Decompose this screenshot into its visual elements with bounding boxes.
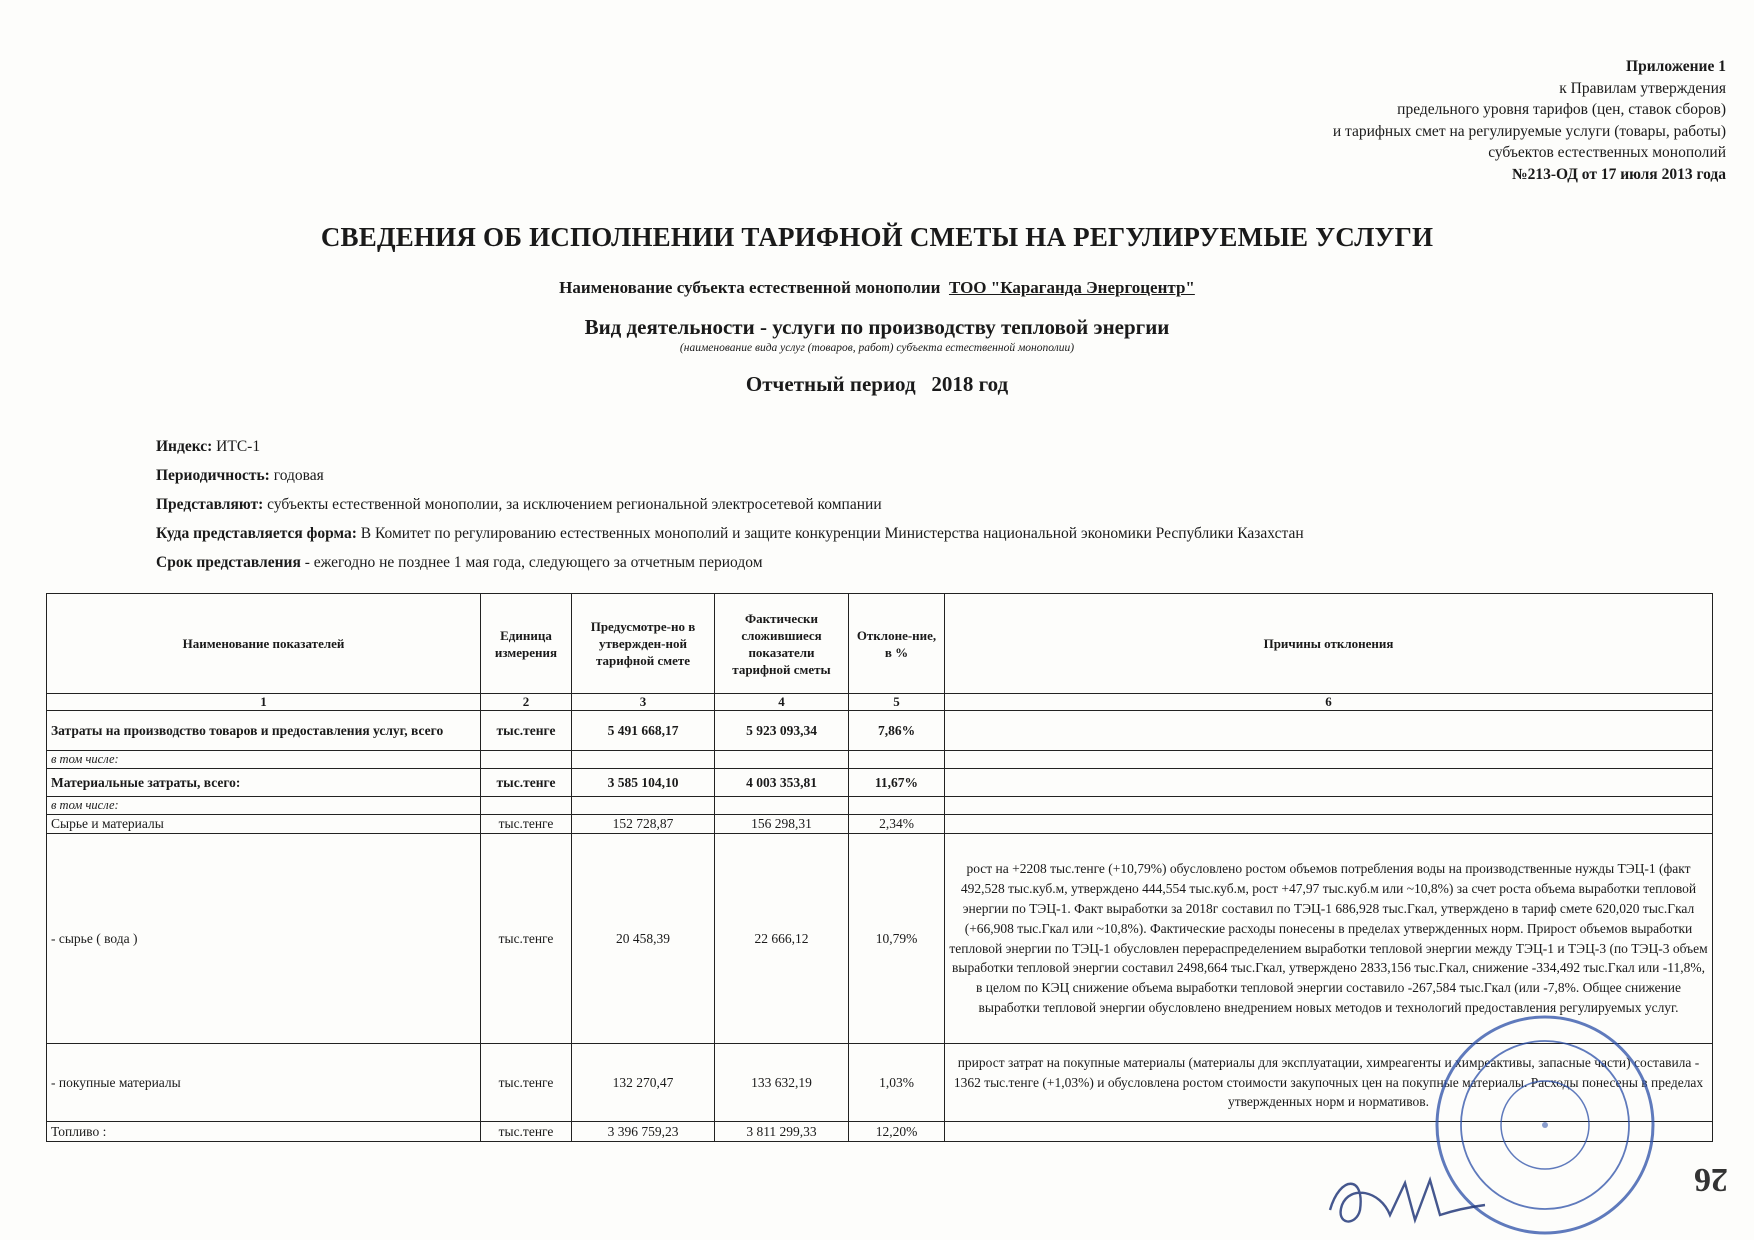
row-unit: тыс.тенге — [481, 769, 572, 797]
subject-label: Наименование субъекта естественной монополии — [559, 278, 941, 297]
header-reasons: Причины отклонения — [945, 594, 1713, 694]
subject-value: ТОО "Караганда Энергоцентр" — [948, 278, 1195, 297]
row-unit: тыс.тенге — [481, 815, 572, 834]
table-row — [47, 815, 1713, 834]
row-name: - покупные материалы — [47, 1044, 481, 1122]
meta-destination-value: В Комитет по регулированию естественных монополий и защите конкуренции Министерства национальной экономики Республики Казахстан — [356, 525, 1304, 542]
table-row — [47, 751, 1713, 769]
meta-submitters-key: Представляют: — [156, 496, 264, 513]
header-deviation: Отклоне-ние, в % — [849, 594, 945, 694]
col-number: 3 — [572, 694, 715, 711]
appendix-line-1: Приложение 1 — [1626, 58, 1726, 75]
row-name: - сырье ( вода ) — [47, 834, 481, 1044]
row-planned: 152 728,87 — [572, 815, 715, 834]
appendix-line-6: №213-ОД от 17 июля 2013 года — [1512, 165, 1726, 183]
meta-deadline-value: - ежегодно не позднее 1 мая года, следующего за отчетным периодом — [300, 554, 763, 571]
row-reason — [945, 711, 1713, 751]
meta-submitters-value: субъекты естественной монополии, за исключением региональной электросетевой компании — [263, 496, 882, 513]
col-number: 4 — [715, 694, 849, 711]
row-name: Материальные затраты, всего: — [47, 769, 481, 797]
col-number: 1 — [47, 694, 481, 711]
row-unit: тыс.тенге — [481, 1044, 572, 1122]
meta-index-key: Индекс: — [156, 438, 213, 455]
period-line — [0, 372, 1754, 397]
header-planned: Предусмотре-но в утвержден-ной тарифной смете — [572, 594, 715, 694]
row-reason — [945, 815, 1713, 834]
activity-label: Вид деятельности - — [584, 315, 773, 339]
row-name: Сырье и материалы — [47, 815, 481, 834]
col-number: 2 — [481, 694, 572, 711]
header-name: Наименование показателей — [47, 594, 481, 694]
row-deviation: 2,34% — [849, 815, 945, 834]
meta-index-value: ИТС-1 — [212, 438, 261, 455]
row-name: Топливо : — [47, 1122, 481, 1142]
row-reason: рост на +2208 тыс.тенге (+10,79%) обусловлено ростом объемов потребления воды на производственные нужды ТЭЦ-1 (факт 492,528 тыс.куб.м, утверждено 444,554 тыс.куб.м, рост +47,97 тыс.куб.м или ~10,8%) за счет роста объема выработки тепловой энергии по ТЭЦ-1. Факт выработки за 2018г составил по ТЭЦ-1 686,928 тыс.Гкал, утверждено в тариф смете 620,020 тыс.Гкал (+66,908 тыс.Гкал или ~10,8%). Фактические расходы понесены в пределах утвержденных норм. Прирост объемов выработки тепловой энергии по ТЭЦ-1 обусловлен перераспределением выработки тепловой энергии между ТЭЦ-1 и ТЭЦ-3 (по ТЭЦ-3 объем выработки тепловой энергии составил 2498,664 тыс.Гкал, утверждено 2833,156 тыс.Гкал, снижение -334,492 тыс.Гкал или -11,8%, в целом по КЭЦ снижение объема выработки тепловой энергии составило -267,584 тыс.Гкал (или -7,8%. Общее снижение выработки тепловой энергии обусловлено внедрением новых методов и технологий предоставления регулируемых услуг. — [945, 834, 1713, 1044]
period-label: Отчетный период — [745, 372, 916, 396]
meta-frequency — [156, 461, 1304, 490]
document-title: СВЕДЕНИЯ ОБ ИСПОЛНЕНИИ ТАРИФНОЙ СМЕТЫ НА РЕГУЛИРУЕМЫЕ УСЛУГИ — [320, 222, 1434, 252]
page-number: 26 — [1694, 1161, 1728, 1198]
row-deviation: 7,86% — [849, 711, 945, 751]
activity-note: (наименование вида услуг (товаров, работ) субъекта естественной монополии) — [679, 342, 1075, 354]
appendix-line-4: и тарифных смет на регулируемые услуги (товары, работы) — [1332, 122, 1726, 140]
header-actual: Фактически сложившиеся показатели тарифной сметы — [715, 594, 849, 694]
table-row — [47, 769, 1713, 797]
period-value: 2018 год — [931, 372, 1009, 396]
row-deviation: 11,67% — [849, 769, 945, 797]
meta-deadline-key: Срок представления — [156, 554, 301, 571]
meta-destination — [156, 519, 1304, 548]
header-unit: Единица измерения — [481, 594, 572, 694]
meta-frequency-key: Периодичность: — [156, 467, 270, 484]
column-number-row — [47, 694, 1713, 711]
row-reason — [945, 769, 1713, 797]
row-actual: 5 923 093,34 — [715, 711, 849, 751]
meta-frequency-value: годовая — [269, 467, 324, 484]
row-name: в том числе: — [47, 751, 481, 769]
form-meta — [156, 432, 1304, 577]
table-row — [47, 711, 1713, 751]
row-unit: тыс.тенге — [481, 711, 572, 751]
table-header-row — [47, 594, 1713, 694]
row-unit: тыс.тенге — [481, 834, 572, 1044]
row-deviation: 12,20% — [849, 1122, 945, 1142]
appendix-block — [1333, 56, 1726, 185]
row-name: в том числе: — [47, 797, 481, 815]
row-name: Затраты на производство товаров и предоставления услуг, всего — [47, 711, 481, 751]
row-planned: 3 396 759,23 — [572, 1122, 715, 1142]
row-planned: 20 458,39 — [572, 834, 715, 1044]
meta-destination-key: Куда представляется форма: — [156, 525, 357, 542]
activity-line — [0, 315, 1754, 340]
row-actual: 133 632,19 — [715, 1044, 849, 1122]
row-deviation: 10,79% — [849, 834, 945, 1044]
appendix-line-3: предельного уровня тарифов (цен, ставок сборов) — [1397, 101, 1726, 118]
subject-line — [0, 278, 1754, 298]
row-actual: 3 811 299,33 — [715, 1122, 849, 1142]
appendix-line-2: к Правилам утверждения — [1559, 79, 1726, 97]
col-number: 6 — [945, 694, 1713, 711]
signature-icon — [1320, 1165, 1490, 1235]
row-deviation: 1,03% — [849, 1044, 945, 1122]
table-row — [47, 797, 1713, 815]
activity-value: услуги по производству тепловой энергии — [772, 315, 1170, 339]
row-planned: 5 491 668,17 — [572, 711, 715, 751]
row-planned: 132 270,47 — [572, 1044, 715, 1122]
col-number: 5 — [849, 694, 945, 711]
row-actual: 156 298,31 — [715, 815, 849, 834]
appendix-line-5: субъектов естественных монополий — [1488, 144, 1726, 161]
meta-submitters — [156, 490, 1304, 519]
row-actual: 22 666,12 — [715, 834, 849, 1044]
meta-index — [156, 432, 1304, 461]
row-reason: прирост затрат на покупные материалы (материалы для эксплуатации, химреагенты и химреактивы, запасные части) составила - 1362 тыс.тенге (+1,03%) и обусловлена ростом стоимости закупочных цен на покупные материалы. Расходы понесены в пределах утвержденных норм и нормативов. — [945, 1044, 1713, 1122]
row-actual: 4 003 353,81 — [715, 769, 849, 797]
row-planned: 3 585 104,10 — [572, 769, 715, 797]
row-unit: тыс.тенге — [481, 1122, 572, 1142]
meta-deadline — [156, 548, 1304, 577]
